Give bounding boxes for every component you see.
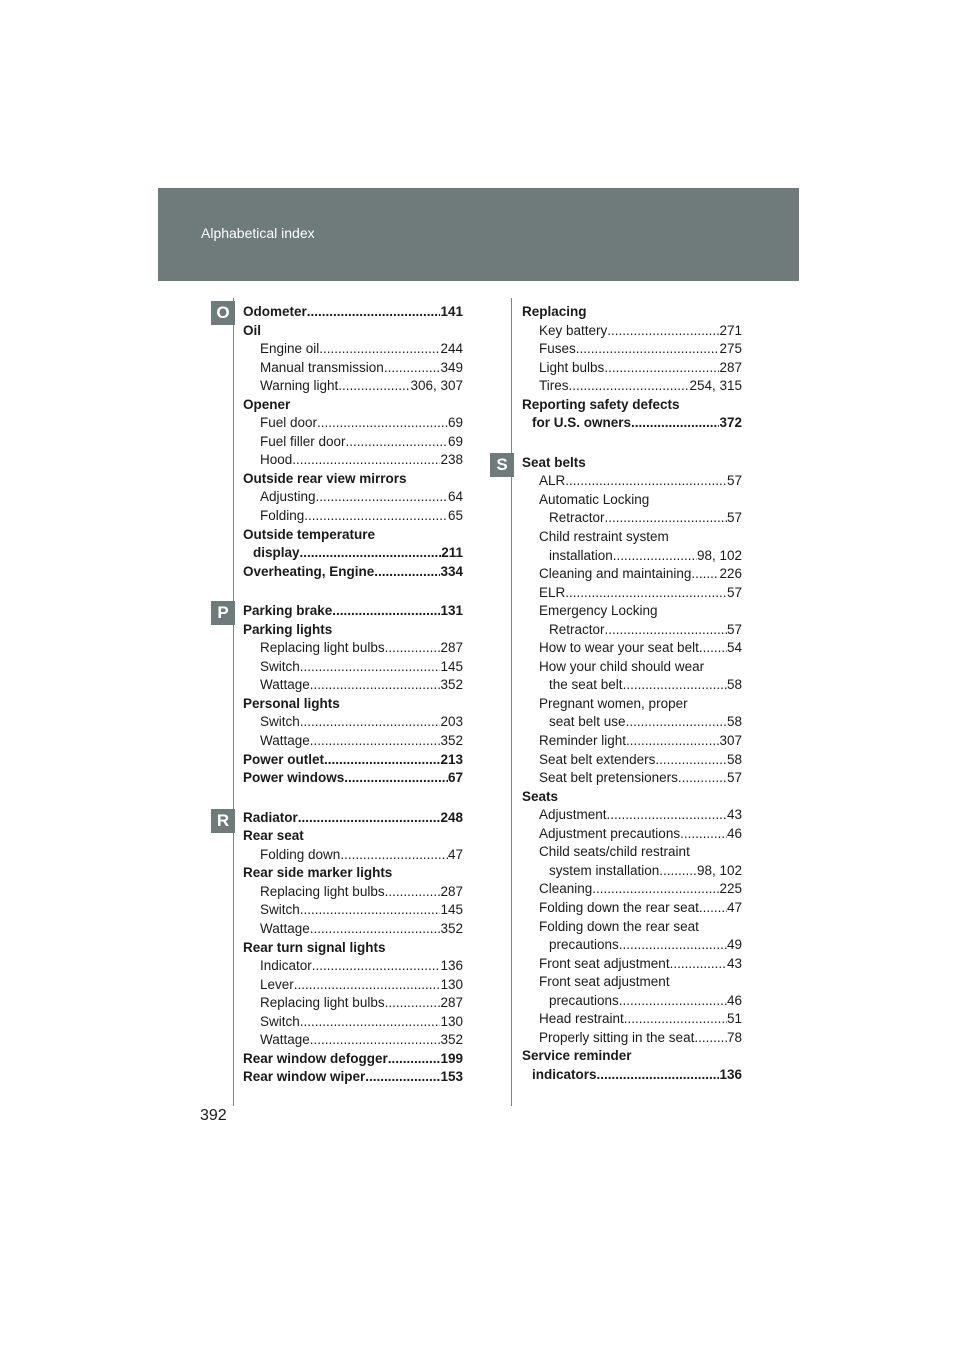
index-entry [522, 788, 742, 807]
index-subentry [243, 920, 463, 939]
entry-label: Switch [260, 658, 300, 674]
entry-label: Front seat adjustment [539, 955, 670, 971]
page-reference: 271 [719, 322, 742, 338]
section-gap [243, 788, 463, 809]
index-subentry [522, 565, 742, 584]
entry-label: Seat belt pretensioners [539, 770, 678, 786]
section-letter-o: O [211, 301, 235, 325]
index-subentry [522, 751, 742, 770]
index-subentry [243, 414, 463, 433]
entry-label: Reminder light [539, 733, 627, 749]
dot-leader [300, 713, 441, 732]
entry-label: seat belt use [549, 714, 626, 730]
dot-leader [699, 639, 727, 658]
page-reference: 254, 315 [689, 378, 742, 394]
page-reference: 306, 307 [410, 378, 463, 394]
dot-leader [659, 862, 697, 881]
entry-label: system installation [549, 862, 660, 878]
dot-leader [344, 769, 448, 788]
section-letter-p: P [211, 601, 235, 625]
index-subentry [522, 584, 742, 603]
index-subentry [243, 846, 463, 865]
dot-leader [576, 340, 720, 359]
dot-leader [655, 751, 727, 770]
section-letter-s: S [490, 453, 514, 477]
dot-leader [319, 340, 440, 359]
entry-label: Replacing light bulbs [260, 640, 385, 656]
index-subentry [243, 359, 463, 378]
page-reference: 248 [440, 809, 463, 825]
index-subentry [243, 377, 463, 396]
page-reference: 352 [440, 677, 463, 693]
page-reference: 287 [440, 883, 463, 899]
dot-leader [388, 1050, 441, 1069]
index-entry [243, 526, 463, 545]
entry-label: Rear seat [243, 828, 304, 844]
index-subentry [522, 509, 742, 528]
page-reference: 226 [719, 566, 742, 582]
index-entry [522, 454, 742, 473]
page-reference: 57 [726, 473, 742, 489]
index-subentry [522, 732, 742, 751]
entry-label: installation [549, 547, 613, 563]
entry-label: Hood [260, 452, 293, 468]
index-subentry [522, 658, 742, 677]
page-reference: 238 [440, 452, 463, 468]
index-subentry [522, 528, 742, 547]
index-subentry [243, 883, 463, 902]
dot-leader [678, 769, 727, 788]
index-subentry [522, 621, 742, 640]
page-reference: 51 [726, 1011, 742, 1027]
entry-label: Automatic Locking [539, 491, 650, 507]
index-entry [243, 396, 463, 415]
entry-label: Opener [243, 396, 291, 412]
entry-label: Warning light [260, 378, 339, 394]
entry-label: Overheating, Engine [243, 563, 375, 579]
index-subentry [243, 901, 463, 920]
entry-label: Switch [260, 714, 300, 730]
dot-leader [300, 901, 441, 920]
index-subentry [522, 322, 742, 341]
page-reference: 69 [447, 433, 463, 449]
dot-leader [670, 955, 727, 974]
entry-label: Parking brake [243, 603, 333, 619]
entry-label: Outside rear view mirrors [243, 470, 407, 486]
index-subentry [243, 732, 463, 751]
dot-leader [680, 825, 727, 844]
dot-leader [699, 899, 727, 918]
entry-label: Wattage [260, 920, 310, 936]
dot-leader [300, 544, 442, 563]
index-entry [243, 322, 463, 341]
index-subentry [522, 862, 742, 881]
index-entry [243, 939, 463, 958]
page-reference: 203 [440, 714, 463, 730]
page-reference: 244 [440, 341, 463, 357]
entry-label: Key battery [539, 322, 608, 338]
entry-label: Replacing light bulbs [260, 995, 385, 1011]
index-column-right [522, 303, 742, 1084]
index-entry [243, 864, 463, 883]
entry-label: Head restraint [539, 1011, 624, 1027]
entry-label: Engine oil [260, 341, 320, 357]
index-subentry [522, 377, 742, 396]
page-reference: 199 [440, 1050, 463, 1066]
index-subentry [522, 806, 742, 825]
entry-label: Fuel door [260, 415, 318, 431]
index-entry [243, 695, 463, 714]
page-reference: 145 [440, 658, 463, 674]
entry-label: Odometer [243, 304, 307, 319]
index-subentry [522, 676, 742, 695]
index-subentry [243, 1031, 463, 1050]
dot-leader [310, 1031, 441, 1050]
page-reference: 130 [440, 976, 463, 992]
index-subentry [243, 658, 463, 677]
page-reference: 211 [441, 545, 463, 561]
entry-label: Rear turn signal lights [243, 939, 386, 955]
dot-leader [624, 1010, 727, 1029]
page-reference: 153 [440, 1069, 463, 1085]
page-reference: 57 [726, 584, 742, 600]
dot-leader [385, 639, 441, 658]
dot-leader [605, 621, 727, 640]
page-reference: 275 [719, 341, 742, 357]
entry-label: Outside temperature [243, 526, 376, 542]
entry-label: Rear side marker lights [243, 865, 393, 881]
page-reference: 43 [726, 955, 742, 971]
index-entry [243, 809, 463, 828]
dot-leader [324, 751, 440, 770]
index-subentry [522, 769, 742, 788]
entry-label: Wattage [260, 733, 310, 749]
page-reference: 57 [726, 510, 742, 526]
index-subentry [243, 488, 463, 507]
page-reference: 98, 102 [696, 547, 742, 563]
dot-leader [607, 806, 727, 825]
page-reference: 372 [719, 415, 742, 431]
entry-label: Retractor [549, 510, 605, 526]
dot-leader [300, 1013, 441, 1032]
entry-label: Adjusting [260, 489, 316, 505]
index-subentry [243, 639, 463, 658]
dot-leader [310, 732, 441, 751]
page-reference: 352 [440, 1032, 463, 1048]
index-subentry [243, 451, 463, 470]
index-subentry [522, 973, 742, 992]
page-reference: 136 [440, 958, 463, 974]
entry-label: ALR [539, 473, 566, 489]
index-entry [243, 303, 463, 322]
entry-label: Cleaning and maintaining [539, 566, 692, 582]
index-subentry [522, 936, 742, 955]
index-entry [522, 1047, 742, 1066]
dot-leader [317, 414, 448, 433]
dot-leader [691, 565, 719, 584]
entry-label: Folding down the rear seat [539, 918, 699, 934]
entry-label: Properly sitting in the seat [539, 1029, 695, 1045]
dot-leader [605, 509, 727, 528]
index-subentry [243, 676, 463, 695]
dot-leader [592, 880, 719, 899]
left-divider [233, 298, 234, 1106]
entry-label: Seat belts [522, 454, 586, 470]
index-entry [522, 1066, 742, 1085]
entry-label: Manual transmission [260, 359, 384, 375]
entry-label: Light bulbs [539, 359, 605, 375]
index-entry [522, 396, 742, 415]
entry-label: Seat belt extenders [539, 751, 656, 767]
dot-leader [310, 676, 441, 695]
entry-label: Power windows [243, 770, 345, 786]
entry-label: indicators [532, 1066, 597, 1082]
page-reference: 141 [440, 304, 463, 319]
entry-label: Cleaning [539, 881, 593, 897]
section-letter-r: R [211, 809, 235, 833]
page-reference: 352 [440, 733, 463, 749]
entry-label: Switch [260, 1013, 300, 1029]
page-reference: 57 [726, 770, 742, 786]
index-entry [243, 769, 463, 788]
index-subentry [522, 1010, 742, 1029]
dot-leader [300, 658, 441, 677]
page-reference: 58 [726, 714, 742, 730]
index-entry [243, 751, 463, 770]
dot-leader [294, 976, 441, 995]
dot-leader [623, 676, 727, 695]
entry-label: Adjustment precautions [539, 825, 681, 841]
index-subentry [522, 955, 742, 974]
index-subentry [522, 639, 742, 658]
index-subentry [522, 992, 742, 1011]
dot-leader [384, 359, 441, 378]
index-subentry [243, 957, 463, 976]
entry-label: Fuel filler door [260, 433, 346, 449]
index-subentry [522, 602, 742, 621]
index-subentry [522, 491, 742, 510]
entry-label: Folding down [260, 846, 341, 862]
entry-label: How to wear your seat belt [539, 640, 699, 656]
entry-label: precautions [549, 992, 619, 1008]
page-header [158, 188, 799, 281]
page-reference: 225 [719, 881, 742, 897]
entry-label: Reporting safety defects [522, 396, 680, 412]
entry-label: Seats [522, 788, 559, 804]
dot-leader [569, 377, 690, 396]
dot-leader [298, 809, 441, 828]
dot-leader [365, 1068, 440, 1087]
dot-leader [316, 488, 448, 507]
index-subentry [243, 1013, 463, 1032]
dot-leader [619, 992, 727, 1011]
page-reference: 69 [447, 415, 463, 431]
entry-label: Parking lights [243, 621, 333, 637]
dot-leader [385, 994, 441, 1013]
dot-leader [565, 472, 727, 491]
entry-label: Adjustment [539, 807, 607, 823]
index-subentry [243, 994, 463, 1013]
dot-leader [694, 1029, 727, 1048]
dot-leader [626, 713, 727, 732]
page-reference: 67 [447, 770, 463, 786]
index-entry [243, 563, 463, 582]
page-reference: 98, 102 [696, 862, 742, 878]
dot-leader [565, 584, 727, 603]
page-reference: 334 [440, 563, 463, 579]
entry-label: Pregnant women, proper [539, 695, 688, 711]
page-reference: 46 [726, 825, 742, 841]
index-entry [243, 544, 463, 563]
dot-leader [597, 1066, 720, 1085]
index-entry [522, 303, 742, 322]
page-reference: 46 [726, 992, 742, 1008]
page-reference: 145 [440, 902, 463, 918]
index-subentry [522, 918, 742, 937]
center-divider [511, 298, 512, 1106]
dot-leader [613, 547, 697, 566]
section-gap [243, 581, 463, 602]
page-reference: 287 [440, 640, 463, 656]
dot-leader [338, 377, 410, 396]
index-subentry [243, 507, 463, 526]
entry-label: Lever [260, 976, 294, 992]
entry-label: Folding [260, 508, 305, 524]
dot-leader [346, 433, 448, 452]
entry-label: for U.S. owners [532, 415, 632, 431]
index-entry [243, 621, 463, 640]
entry-label: How your child should wear [539, 658, 705, 674]
index-subentry [522, 695, 742, 714]
entry-label: precautions [549, 937, 619, 953]
entry-label: Front seat adjustment [539, 974, 670, 990]
entry-label: Child restraint system [539, 529, 669, 545]
entry-label: Emergency Locking [539, 603, 658, 619]
page-reference: 43 [726, 807, 742, 823]
page-reference: 130 [440, 1013, 463, 1029]
entry-label: Personal lights [243, 695, 340, 711]
entry-label: Rear window wiper [243, 1069, 366, 1085]
index-entry [522, 414, 742, 433]
index-subentry [522, 547, 742, 566]
index-entry [243, 827, 463, 846]
dot-leader [631, 414, 719, 433]
page-reference: 58 [726, 751, 742, 767]
page-reference: 58 [726, 677, 742, 693]
index-subentry [243, 433, 463, 452]
dot-leader [385, 883, 441, 902]
dot-leader [340, 846, 448, 865]
index-subentry [522, 472, 742, 491]
index-entry [243, 1050, 463, 1069]
index-subentry [522, 713, 742, 732]
entry-label: Replacing light bulbs [260, 883, 385, 899]
page-reference: 78 [726, 1029, 742, 1045]
entry-label: Replacing [522, 304, 587, 319]
index-subentry [522, 825, 742, 844]
dot-leader [332, 602, 440, 621]
page-reference: 131 [440, 603, 463, 619]
entry-label: Child seats/child restraint [539, 844, 690, 860]
dot-leader [607, 322, 719, 341]
entry-label: Power outlet [243, 751, 325, 767]
page-reference: 49 [726, 937, 742, 953]
entry-label: Retractor [549, 621, 605, 637]
section-gap [522, 433, 742, 454]
index-subentry [522, 880, 742, 899]
dot-leader [292, 451, 440, 470]
index-subentry [522, 843, 742, 862]
index-subentry [522, 359, 742, 378]
index-subentry [522, 899, 742, 918]
entry-label: Indicator [260, 958, 312, 974]
index-entry [243, 602, 463, 621]
page-reference: 65 [447, 508, 463, 524]
page-reference: 47 [726, 899, 742, 915]
page-reference: 352 [440, 920, 463, 936]
index-subentry [243, 976, 463, 995]
dot-leader [604, 359, 719, 378]
dot-leader [310, 920, 441, 939]
entry-label: Radiator [243, 809, 298, 825]
index-entry [243, 1068, 463, 1087]
page-reference: 287 [719, 359, 742, 375]
page-reference: 54 [726, 640, 742, 656]
page-reference: 57 [726, 621, 742, 637]
page-number: 392 [200, 1107, 227, 1124]
entry-label: the seat belt [549, 677, 623, 693]
dot-leader [312, 957, 441, 976]
dot-leader [307, 303, 441, 322]
dot-leader [619, 936, 727, 955]
page-reference: 136 [719, 1066, 742, 1082]
entry-label: Rear window defogger [243, 1050, 388, 1066]
entry-label: Switch [260, 902, 300, 918]
entry-label: Oil [243, 322, 262, 338]
page-reference: 349 [440, 359, 463, 375]
page-reference: 287 [440, 995, 463, 1011]
page-reference: 213 [440, 751, 463, 767]
index-subentry [522, 1029, 742, 1048]
index-subentry [243, 713, 463, 732]
dot-leader [626, 732, 719, 751]
page-reference: 47 [447, 846, 463, 862]
header-title: Alphabetical index [201, 225, 315, 241]
entry-label: display [253, 545, 300, 561]
entry-label: Wattage [260, 677, 310, 693]
index-subentry [522, 340, 742, 359]
entry-label: Folding down the rear seat [539, 899, 699, 915]
dot-leader [304, 507, 448, 526]
entry-label: Service reminder [522, 1048, 632, 1064]
entry-label: Fuses [539, 341, 576, 357]
dot-leader [374, 563, 440, 582]
page-reference: 64 [447, 489, 463, 505]
entry-label: Tires [539, 378, 569, 394]
index-column-left [243, 303, 463, 1087]
page-reference: 307 [719, 733, 742, 749]
entry-label: ELR [539, 584, 566, 600]
entry-label: Wattage [260, 1032, 310, 1048]
index-subentry [243, 340, 463, 359]
index-entry [243, 470, 463, 489]
